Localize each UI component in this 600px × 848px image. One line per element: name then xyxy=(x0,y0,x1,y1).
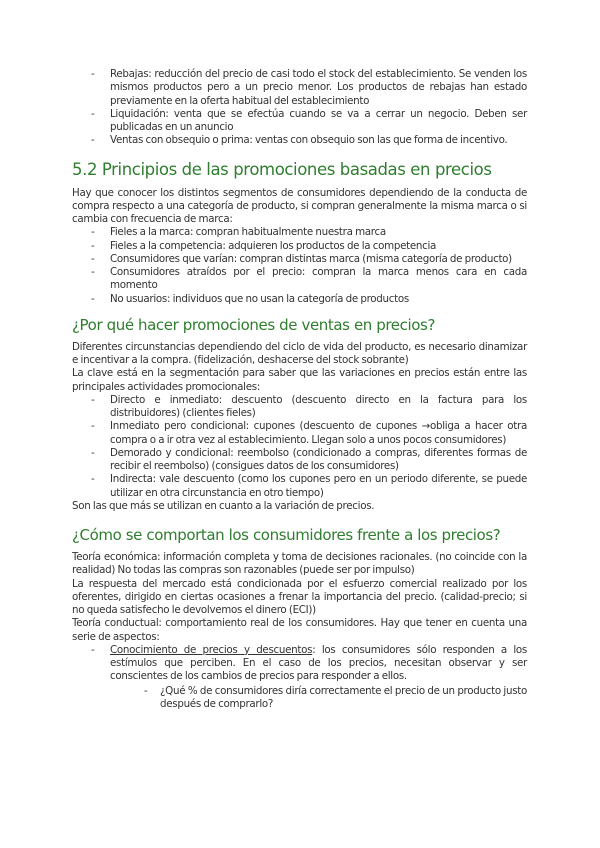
list-item: - Fieles a la marca: compran habitualmente nuestra marca xyxy=(72,226,527,239)
list-item: - Directo e inmediato: descuento (descuento directo en la factura para los distribuidores) (clientes fieles) xyxy=(72,394,527,421)
subsection-heading-behave: ¿Cómo se comportan los consumidores frente a los precios? xyxy=(72,526,501,544)
page-content xyxy=(72,68,527,711)
list-item: - Consumidores atraídos por el precio: compran la marca menos cara en cada momento xyxy=(72,266,527,293)
list-item: - Fieles a la competencia: adquieren los productos de la competencia xyxy=(72,240,527,253)
list-item: - Liquidación: venta que se efectúa cuando se va a cerrar un negocio. Deben ser publicadas en un anuncio xyxy=(72,108,527,135)
list-item: - Demorado y condicional: reembolso (condicionado a compras, diferentes formas de recibir el reembolso) (consigues datos de los consumidores) xyxy=(72,447,527,474)
paragraph: Son las que más se utilizan en cuanto a la variación de precios. xyxy=(72,499,375,512)
promotion-types-list xyxy=(72,394,527,500)
list-item: - Inmediato pero condicional: cupones (descuento de cupones →obliga a hacer otra compra o a ir otra vez al establecimiento. Llegan solo a unos pocos consumidores) xyxy=(72,420,527,447)
sales-types-list xyxy=(72,68,527,148)
paragraph: Diferentes circunstancias dependiendo del ciclo de vida del producto, es necesario dinamizar e incentivar a la compra. (fidelización, deshacerse del stock sobrante) xyxy=(72,340,527,366)
paragraph: La respuesta del mercado está condicionada por el esfuerzo comercial realizado por los oferentes, dirigido en ciertas ocasiones a frenar la importancia del precio. (calidad-precio; si no queda satisfecho le devolvemos el dinero (ECI)) xyxy=(72,577,527,616)
list-item: - Indirecta: vale descuento (como los cupones pero en un periodo diferente, se puede utilizar en otra circunstancia en otro tiempo) xyxy=(72,473,527,500)
list-item xyxy=(72,644,527,711)
consumer-segments-list xyxy=(72,226,527,306)
section-heading-5-2: 5.2 Principios de las promociones basadas en precios xyxy=(72,159,492,179)
list-item: - Ventas con obsequio o prima: ventas con obsequio son las que forma de incentivo. xyxy=(72,134,527,147)
list-item-text: : los consumidores sólo responden a los estímulos que perciben. En el caso de los precios, necesitan observar y ser conscientes de los cambios de precios para responder a ellos. xyxy=(110,643,527,683)
behavior-aspects-list xyxy=(72,644,527,711)
paragraph: Teoría económica: información completa y toma de decisiones racionales. (no coincide con la realidad) No todas las compras son razonables (puede ser por impulso) xyxy=(72,551,527,577)
paragraph: Hay que conocer los distintos segmentos de consumidores dependiendo de la conducta de compra respecto a una categoría de producto, si compran generalmente la misma marca o si cambia con frecuencia de marca: xyxy=(72,186,527,225)
list-item: - Rebajas: reducción del precio de casi todo el stock del establecimiento. Se venden los mismos productos pero a un precio menor. Los productos de rebajas han estado previamente en la oferta habitual del establecimiento xyxy=(72,68,527,108)
list-item: - ¿Qué % de consumidores diría correctamente el precio de un producto justo después de comprarlo? xyxy=(110,685,527,712)
nested-list xyxy=(110,685,527,712)
underlined-term: Conocimiento de precios y descuentos xyxy=(110,643,313,656)
list-item: - Consumidores que varían: compran distintas marca (misma categoría de producto) xyxy=(72,253,527,266)
paragraph: Teoría conductual: comportamiento real de los consumidores. Hay que tener en cuenta una serie de aspectos: xyxy=(72,617,527,643)
paragraph: La clave está en la segmentación para saber que las variaciones en precios están entre las principales actividades promocionales: xyxy=(72,367,527,393)
subsection-heading-why: ¿Por qué hacer promociones de ventas en precios? xyxy=(72,315,435,334)
list-item: - No usuarios: individuos que no usan la categoría de productos xyxy=(72,293,527,306)
